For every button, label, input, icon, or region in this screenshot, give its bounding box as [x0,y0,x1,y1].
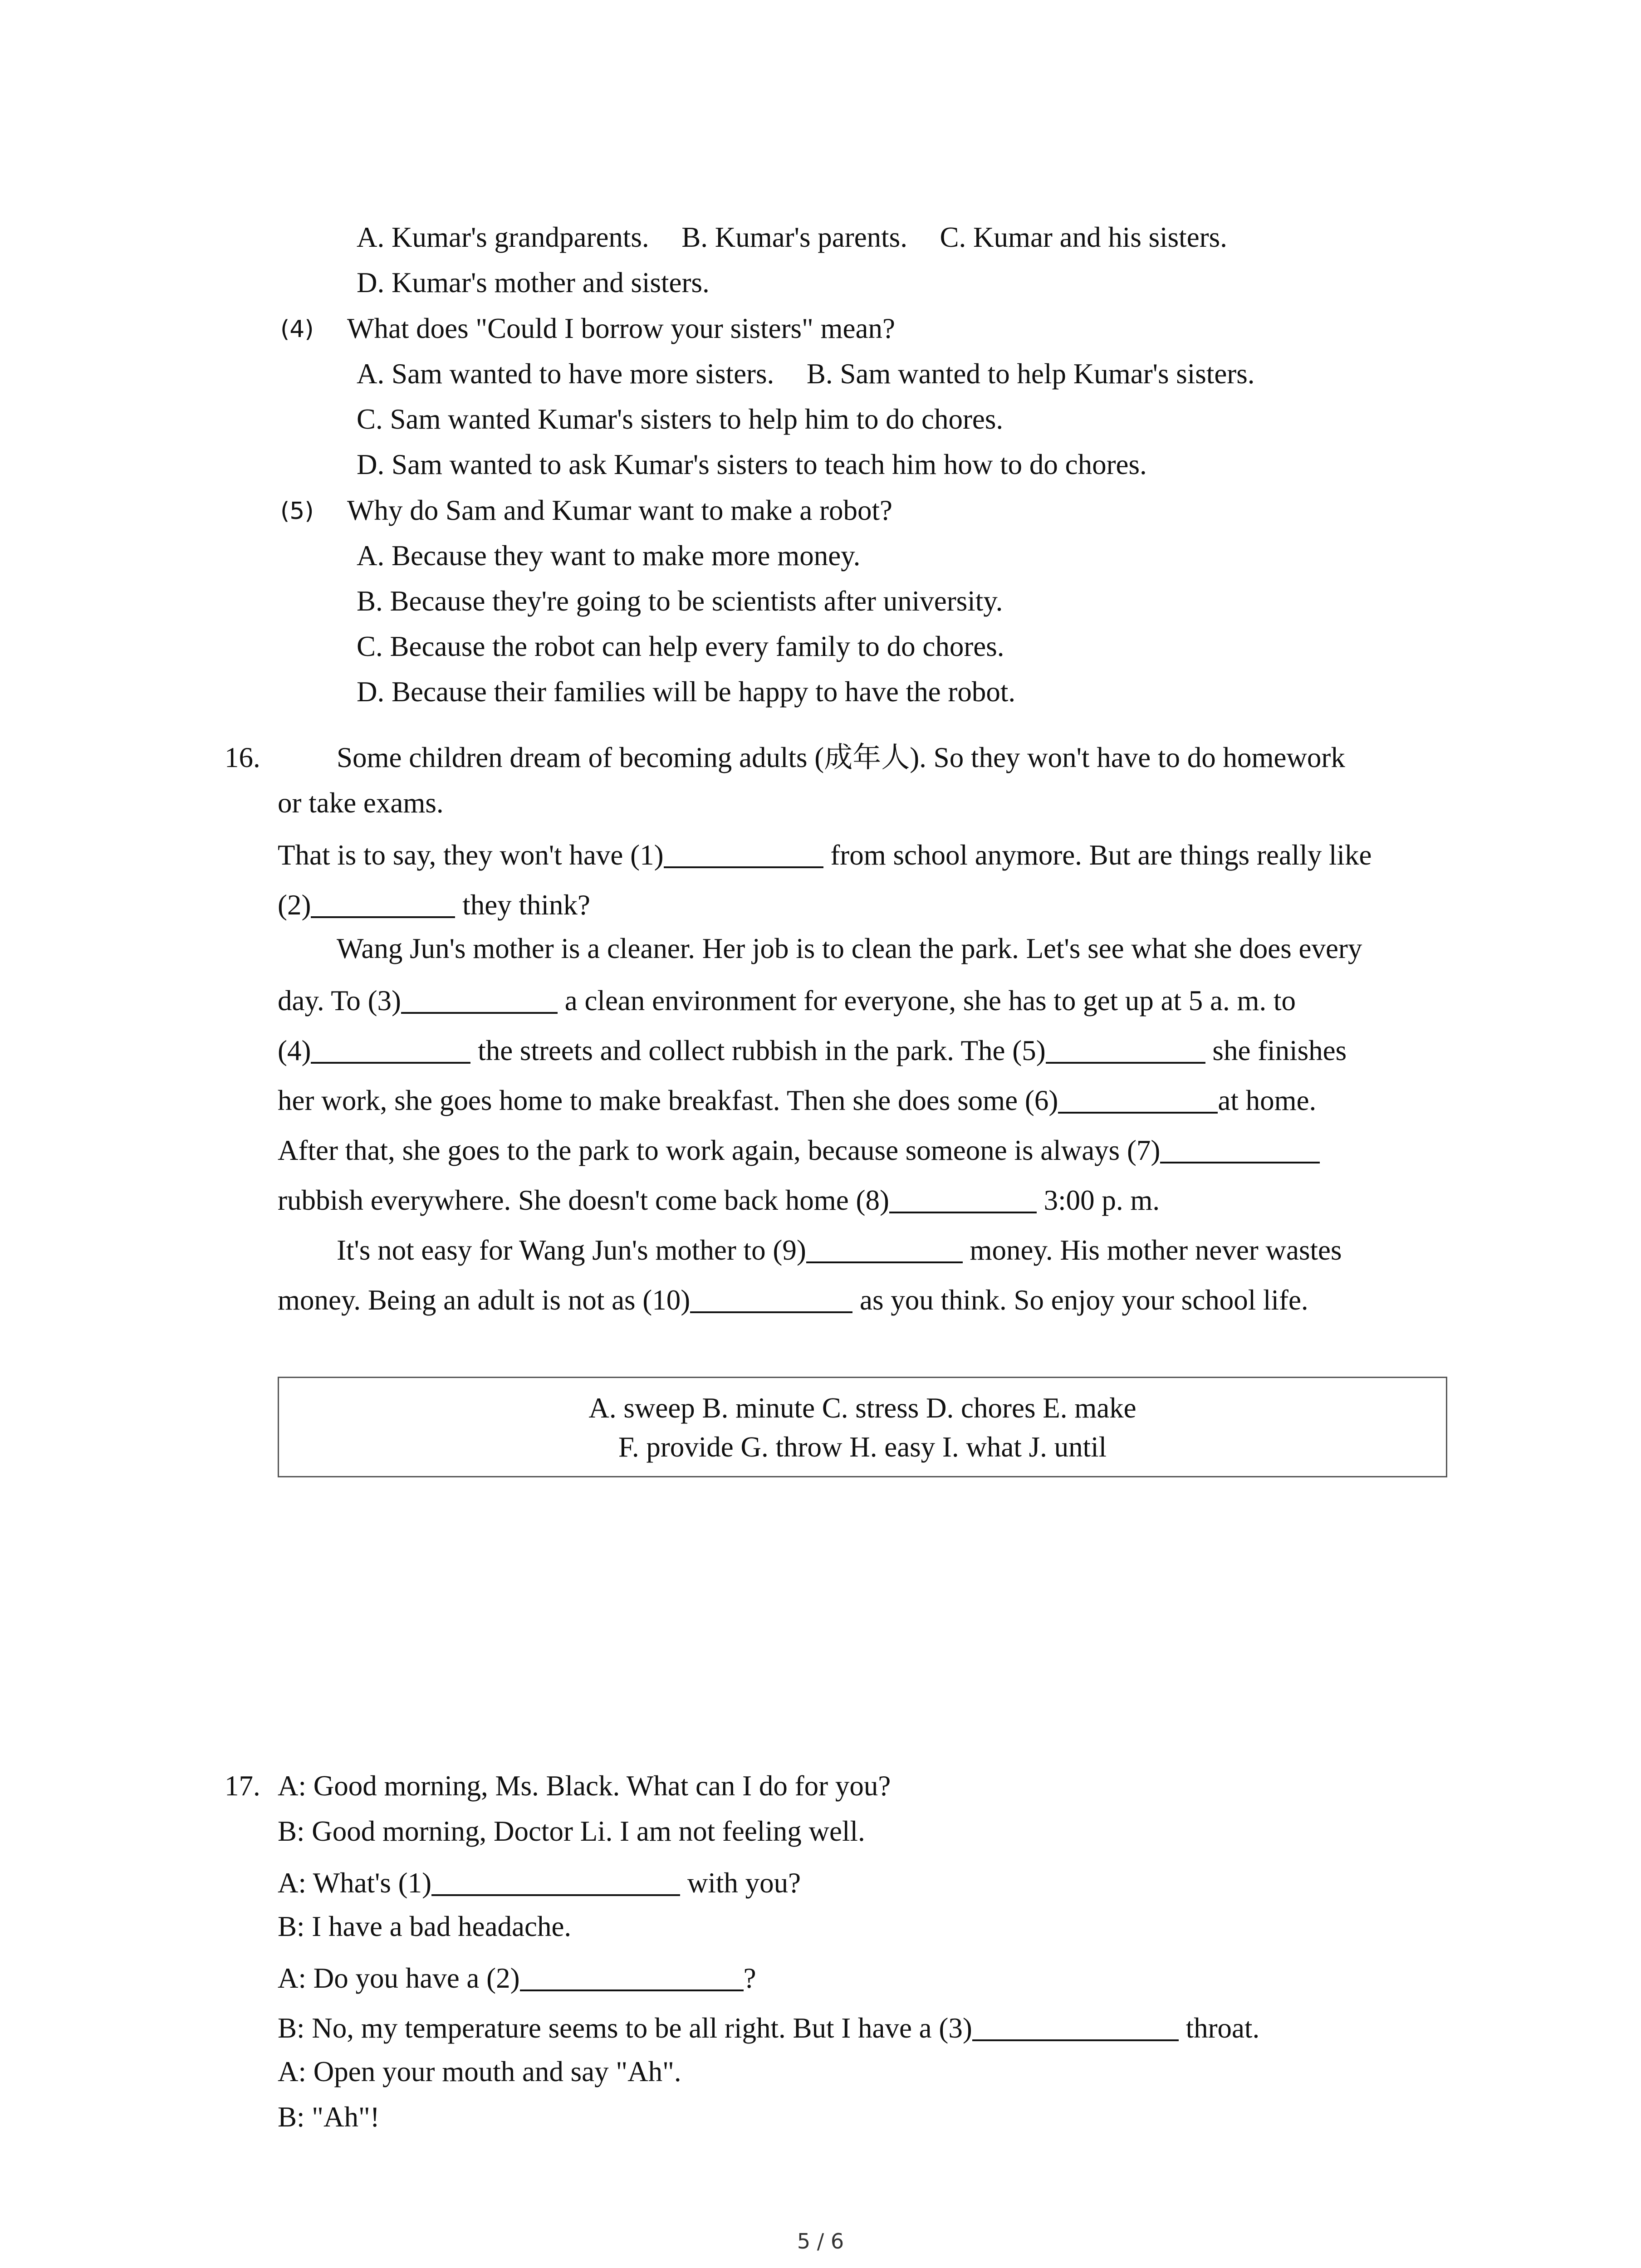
q16-line-7-text-end: she finishes [1205,1035,1347,1066]
q16-blank-3[interactable] [401,985,558,1014]
q17-line-6 [278,2012,1259,2043]
q17-blank-1[interactable] [431,1867,680,1896]
q17-line-7: A: Open your mouth and say "Ah". [278,2056,681,2087]
q16-blank-5[interactable] [1046,1035,1205,1064]
q16-line-6-text-end: a clean environment for everyone, she has to get up at 5 a. m. to [558,985,1296,1017]
q16-line-4-text-end: they think? [455,889,590,921]
page-number: 5 / 6 [797,2229,844,2253]
q15-3-option-a: A. Kumar's grandparents. [357,221,649,253]
word-bank-line-2: F. provide G. throw H. easy I. what J. until [618,1431,1107,1463]
q16-line-8-text-end: at home. [1218,1085,1317,1116]
q16-line-9-text: After that, she goes to the park to work again, because someone is always (7) [278,1134,1161,1166]
q15-5-question: Why do Sam and Kumar want to make a robot? [347,494,892,526]
q16-line-7-text-mid: the streets and collect rubbish in the park. The (5) [470,1035,1046,1066]
q16-line-7-text: (4) [278,1035,311,1066]
q16-line-7 [278,1035,1347,1065]
q17-line-5-text: A: Do you have a (2) [278,1962,520,1994]
q15-3-option-c: C. Kumar and his sisters. [940,221,1227,253]
q17-number: 17. [225,1770,260,1802]
q16-blank-2[interactable] [311,889,455,918]
q15-5-option-b: B. Because they're going to be scientists after university. [357,585,1003,617]
q15-4-question: What does "Could I borrow your sisters" mean? [347,313,895,344]
q16-line-3 [278,839,1372,870]
q15-3-option-b: B. Kumar's parents. [681,221,907,253]
q17-line-3-text-end: with you? [680,1867,801,1899]
q15-5-option-c: C. Because the robot can help every family to do chores. [357,631,1004,662]
q16-line-3-text: That is to say, they won't have (1) [278,839,664,871]
q15-4-option-b: B. Sam wanted to help Kumar's sisters. [806,358,1255,390]
q16-blank-7[interactable] [1160,1134,1320,1163]
q15-4-options-row [357,360,1255,388]
q15-4-option-d: D. Sam wanted to ask Kumar's sisters to teach him how to do chores. [357,449,1147,480]
q17-line-4: B: I have a bad headache. [278,1911,572,1942]
q16-line-4-text: (2) [278,889,311,921]
q16-line-10-text: rubbish everywhere. She doesn't come back home (8) [278,1184,889,1216]
q17-line-5-text-end: ? [743,1962,756,1994]
q16-line-9 [278,1134,1320,1165]
q17-line-5 [278,1962,756,1993]
q16-line-11-text-end: money. His mother never wastes [962,1234,1342,1266]
q15-5-number: (5) [280,498,314,525]
q15-4-option-a: A. Sam wanted to have more sisters. [357,358,774,390]
q16-line-6-text: day. To (3) [278,985,402,1017]
q16-number: 16. [225,742,260,773]
q16-line-10-text-end: 3:00 p. m. [1036,1184,1160,1216]
q16-blank-1[interactable] [664,839,823,868]
q15-3-option-d: D. Kumar's mother and sisters. [357,267,710,298]
word-bank-box [278,1377,1447,1477]
q16-line-4 [278,889,590,919]
q17-line-6-text-end: throat. [1178,2012,1260,2044]
q17-line-8: B: "Ah"! [278,2101,380,2133]
q16-line-10 [278,1184,1160,1215]
word-bank-line-1: A. sweep B. minute C. stress D. chores E. make [588,1392,1136,1424]
q17-line-3-text: A: What's (1) [278,1867,432,1899]
q17-line-3 [278,1867,801,1897]
q16-blank-10[interactable] [690,1284,852,1313]
q16-blank-6[interactable] [1058,1085,1218,1114]
q17-line-2: B: Good morning, Doctor Li. I am not feeling well. [278,1815,865,1847]
q15-5-option-d: D. Because their families will be happy to have the robot. [357,676,1016,708]
q16-line-5: Wang Jun's mother is a cleaner. Her job is to clean the park. Let's see what she does every [337,933,1362,964]
q16-line-8-text: her work, she goes home to make breakfast. Then she does some (6) [278,1085,1058,1116]
q17-line-1: A: Good morning, Ms. Black. What can I do for you? [278,1770,891,1802]
q16-line-11 [337,1234,1342,1265]
q16-line-12-text: money. Being an adult is not as (10) [278,1284,691,1316]
q15-3-options-row [357,223,1227,252]
q16-line-6 [278,985,1296,1015]
q16-line-3-text-end: from school anymore. But are things really like [823,839,1372,871]
q16-line-12 [278,1284,1308,1315]
q16-blank-9[interactable] [806,1234,963,1263]
q15-4-number: (4) [280,316,314,343]
q16-line-1: Some children dream of becoming adults (成年人). So they won't have to do homework [337,742,1345,773]
q17-blank-2[interactable] [520,1962,744,1991]
q17-blank-3[interactable] [972,2012,1179,2041]
q17-line-6-text: B: No, my temperature seems to be all right. But I have a (3) [278,2012,972,2044]
q16-line-11-text: It's not easy for Wang Jun's mother to (9) [337,1234,806,1266]
q16-line-2: or take exams. [278,787,444,819]
q16-blank-8[interactable] [889,1184,1037,1213]
q16-line-12-text-end: as you think. So enjoy your school life. [852,1284,1308,1316]
q16-blank-4[interactable] [311,1035,470,1064]
q16-line-8 [278,1085,1316,1115]
q15-5-option-a: A. Because they want to make more money. [357,540,861,572]
q15-4-option-c: C. Sam wanted Kumar's sisters to help him to do chores. [357,403,1004,435]
